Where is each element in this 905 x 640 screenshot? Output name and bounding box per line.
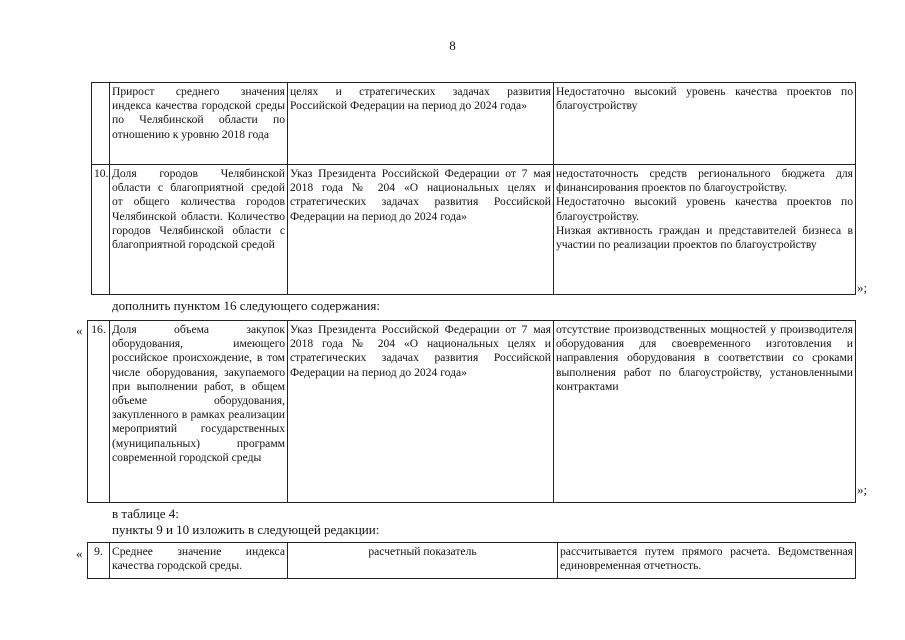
row-number: 9.: [88, 543, 110, 579]
instruction-items-9-10: пункты 9 и 10 изложить в следующей редакции:: [112, 522, 380, 537]
risk-text: Низкая активность граждан и представителей бизнеса в участии по реализации проектов по благоустройству: [556, 223, 853, 252]
basis-cell: целях и стратегических задачах развития Российской Федерации на период до 2024 года»: [288, 83, 554, 165]
indicator-cell: Доля городов Челябинской области с благоприятной средой от общего количества городов Челябинской области. Количество городов Челябинской области с благоприятной городской средой: [110, 165, 288, 295]
opening-quote-mark: «: [76, 323, 83, 338]
table-row: [88, 543, 856, 579]
risk-text: Недостаточно высокий уровень качества проектов по благоустройству.: [556, 195, 853, 223]
indicator-cell: Прирост среднего значения индекса качества городской среды по Челябинской области по отношению к уровню 2018 года: [110, 83, 288, 165]
risk-text: недостаточность средств регионального бюджета для финансирования проектов по благоустройству.: [556, 167, 853, 195]
table-4-rows: [87, 542, 856, 579]
row-number: 10.: [92, 165, 110, 295]
indicators-table-continuation: [91, 82, 856, 295]
source-cell: рассчитывается путем прямого расчета. Ведомственная единовременная отчетность.: [558, 543, 856, 579]
table-row: [92, 83, 856, 165]
closing-quote-mark: »;: [857, 280, 868, 295]
instruction-table-4: в таблице 4:: [112, 506, 179, 521]
new-item-table: [87, 320, 856, 503]
risks-cell: [554, 83, 856, 165]
table-row: [92, 165, 856, 295]
indicator-cell: Среднее значение индекса качества городской среды.: [110, 543, 288, 579]
page-number: 8: [449, 38, 456, 53]
basis-cell: Указ Президента Российской Федерации от 7 мая 2018 года № 204 «О национальных целях и стратегических задачах развития Российской Федерации на период до 2024 года»: [288, 321, 554, 503]
risk-text: Недостаточно высокий уровень качества проектов по благоустройству: [556, 85, 853, 113]
opening-quote-mark: «: [76, 546, 83, 561]
table-row: [88, 321, 856, 503]
row-number: [92, 83, 110, 165]
basis-cell: Указ Президента Российской Федерации от 7 мая 2018 года № 204 «О национальных целях и стратегических задачах развития Российской Федерации на период до 2024 года»: [288, 165, 554, 295]
risks-cell: отсутствие производственных мощностей у производителя оборудования для своевременного изготовления и направления оборудования в соответствии со сроками выполнения работ по благоустройству, установленными контрактами: [554, 321, 856, 503]
row-number: 16.: [88, 321, 110, 503]
instruction-add-item: дополнить пунктом 16 следующего содержания:: [112, 298, 380, 313]
closing-quote-mark: »;: [857, 482, 868, 497]
risks-cell: [554, 165, 856, 295]
method-cell: расчетный показатель: [288, 543, 558, 579]
indicator-cell: Доля объема закупок оборудования, имеющего российское происхождение, в том числе оборудования, закупаемого при выполнении работ, в общем объеме оборудования, закупленного в рамках реализации мероприятий государственных (муниципальных) программ современной городской среды: [110, 321, 288, 503]
